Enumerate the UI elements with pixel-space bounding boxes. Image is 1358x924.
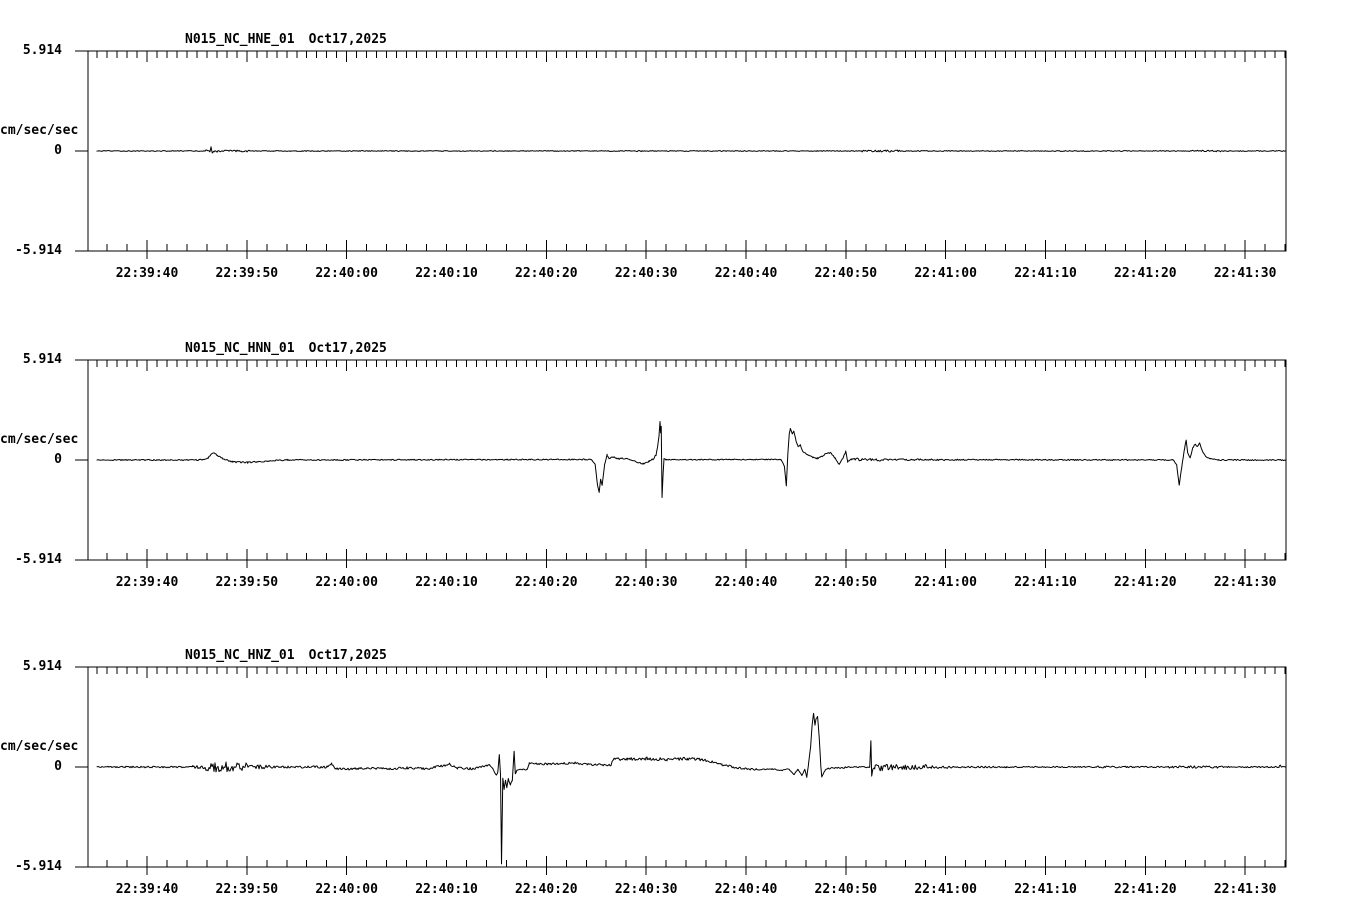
panel-hnn	[75, 360, 1286, 568]
ytick-top-hnz: 5.914	[22, 659, 62, 674]
x-tick-label: 22:41:20	[1114, 266, 1177, 281]
panel-title-hnn	[185, 342, 387, 356]
top-ticks-hne	[97, 51, 1285, 62]
x-tick-label: 22:40:00	[315, 575, 378, 590]
y-axis-unit-hnz: cm/sec/sec	[0, 739, 79, 754]
x-tick-label: 22:39:50	[215, 575, 279, 590]
x-tick-label: 22:39:40	[115, 575, 179, 590]
x-tick-label: 22:40:30	[614, 575, 678, 590]
ytick-top-hnn: 5.914	[22, 352, 62, 367]
x-tick-label: 22:39:50	[215, 266, 279, 281]
x-tick-label: 22:40:00	[315, 882, 378, 897]
x-tick-label: 22:39:40	[115, 882, 179, 897]
x-tick-label: 22:39:40	[115, 266, 179, 281]
bottom-ticks-hnz	[107, 856, 1285, 875]
x-tick-label: 22:41:10	[1014, 882, 1077, 897]
x-tick-label: 22:41:30	[1213, 882, 1277, 897]
channel-title-hnn: N015_NC_HNN_01	[185, 341, 295, 356]
channel-title-hnz: N015_NC_HNZ_01	[185, 648, 295, 663]
panel-title-hne	[185, 33, 387, 47]
x-tick-label: 22:40:50	[814, 575, 878, 590]
x-tick-label: 22:41:20	[1114, 575, 1177, 590]
panel-title-hnz	[185, 649, 387, 663]
ytick-top-hne: 5.914	[22, 43, 62, 58]
y-axis-unit-hne: cm/sec/sec	[0, 123, 79, 138]
waveform-trace-hne	[97, 147, 1286, 153]
bottom-ticks-hnn	[107, 549, 1285, 568]
x-tick-label: 22:41:00	[914, 882, 977, 897]
x-tick-label: 22:40:40	[714, 575, 778, 590]
ytick-zero-hne: 0	[54, 143, 62, 158]
ytick-bottom-hnn: -5.914	[15, 552, 62, 567]
x-tick-label: 22:40:00	[315, 266, 378, 281]
x-tick-label: 22:41:10	[1014, 575, 1077, 590]
x-tick-label: 22:41:30	[1213, 266, 1277, 281]
x-tick-label: 22:40:20	[515, 575, 578, 590]
ytick-bottom-hnz: -5.914	[15, 859, 62, 874]
x-tick-label: 22:40:10	[415, 575, 478, 590]
waveform-trace-hnn	[97, 422, 1286, 498]
x-tick-label: 22:41:20	[1114, 882, 1177, 897]
ytick-zero-hnz: 0	[54, 759, 62, 774]
y-axis-unit-hnn: cm/sec/sec	[0, 432, 79, 447]
x-tick-label: 22:41:00	[914, 266, 977, 281]
top-ticks-hnz	[97, 667, 1285, 678]
bottom-ticks-hne	[107, 240, 1285, 259]
x-tick-label: 22:40:10	[415, 266, 478, 281]
x-tick-label: 22:41:00	[914, 575, 977, 590]
x-tick-label: 22:40:20	[515, 266, 578, 281]
x-tick-label: 22:40:50	[814, 266, 878, 281]
x-tick-label: 22:40:10	[415, 882, 478, 897]
channel-title-hne: N015_NC_HNE_01	[185, 32, 295, 47]
x-tick-label: 22:40:30	[614, 266, 678, 281]
waveform-trace-hnz	[97, 713, 1286, 864]
date-label-hnn: Oct17,2025	[308, 341, 387, 356]
date-label-hnz: Oct17,2025	[308, 648, 387, 663]
x-tick-label: 22:39:50	[215, 882, 279, 897]
panel-hne	[75, 51, 1286, 259]
x-tick-label: 22:40:30	[614, 882, 678, 897]
x-tick-label: 22:40:40	[714, 882, 778, 897]
ytick-zero-hnn: 0	[54, 452, 62, 467]
x-tick-label: 22:40:20	[515, 882, 578, 897]
x-tick-label: 22:40:50	[814, 882, 878, 897]
top-ticks-hnn	[97, 360, 1285, 371]
date-label-hne: Oct17,2025	[308, 32, 387, 47]
x-tick-label: 22:41:30	[1213, 575, 1277, 590]
panel-hnz	[75, 667, 1286, 875]
ytick-bottom-hne: -5.914	[15, 243, 62, 258]
x-tick-label: 22:41:10	[1014, 266, 1077, 281]
x-tick-label: 22:40:40	[714, 266, 778, 281]
